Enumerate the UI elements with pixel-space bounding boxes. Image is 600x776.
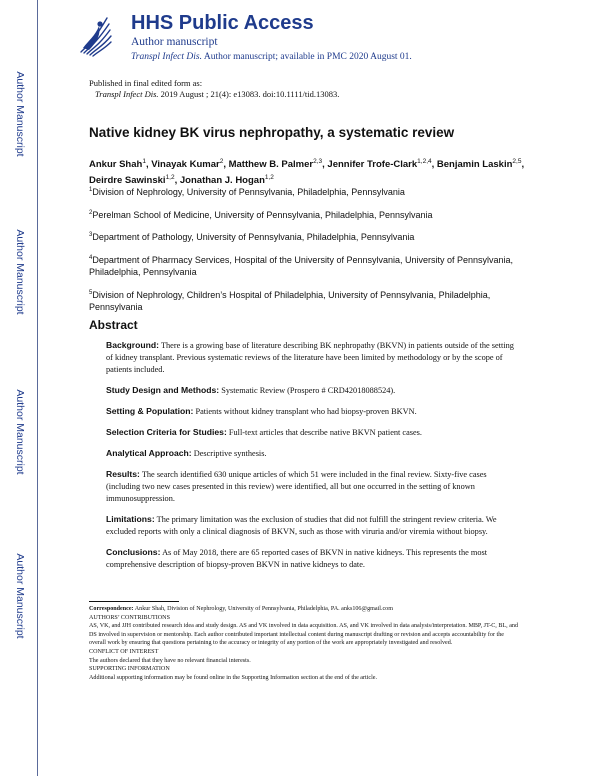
conflict-text: The authors declared that they have no relevant financial interests. xyxy=(89,657,251,664)
sidebar-label: Author Manuscript xyxy=(14,229,26,315)
hhs-eagle-logo-icon xyxy=(77,12,113,60)
published-details: 2019 August ; 21(4): e13083. doi:10.1111/tid.13083. xyxy=(158,88,340,99)
abstract-body xyxy=(106,339,516,579)
author-affil: 1,2 xyxy=(264,174,274,182)
author-affil: 1,2 xyxy=(165,174,175,182)
published-label: Published in final edited form as: xyxy=(89,78,203,88)
abstract-section-limitations: Limitations: The primary limitation was the exclusion of studies that did not fulfill the stringent review criteria. We excluded reports with only a clinical diagnosis of BKVN, such as those with viruria and/or viremia without biopsy. xyxy=(106,514,497,536)
contributions-text: AS, VK, and JJH contributed research idea and study design. AS and VK involved in data acquisition. AS, and VK involved in data analysis/interpretation. MBP, JT-C, BL, and DS involved in supervision or mentorship. Each author contributed important intellectual content during manuscript drafting or revision and accepts accountability for the overall work by ensuring that questions pertaining to the accuracy or integrity of any portion of the work are appropriately investigated and resolved. xyxy=(89,623,518,647)
availability-text: Author manuscript; available in PMC 2020 August 01. xyxy=(202,52,412,62)
affiliation: $^4$Department of Pharmacy Services, Hospital of the University of Pennsylvania, University of Pennsylvania, Philadelphia, Pennsylvania xyxy=(89,254,514,277)
affiliation: $^2$Perelman School of Medicine, University of Pennsylvania, Philadelphia, Pennsylvania xyxy=(89,209,433,220)
abstract-section-setting: Setting & Population: Patients without kidney transplant who had biopsy-proven BKVN. xyxy=(106,406,417,416)
conflict-heading: CONFLICT OF INTEREST xyxy=(89,648,159,655)
footnotes xyxy=(89,605,519,682)
manuscript-label: Author manuscript xyxy=(131,36,218,48)
sidebar-label: Author Manuscript xyxy=(14,553,26,639)
author-affil: 1,2,4 xyxy=(417,158,432,165)
abstract-heading: Abstract xyxy=(89,318,138,332)
supporting-text: Additional supporting information may be found online in the Supporting Information section at the end of the article. xyxy=(89,674,378,681)
published-citation xyxy=(89,78,339,99)
correspondence: Correspondence: Ankur Shah, Division of Nephrology, University of Pennsylvania, Philadelphia, PA. anks106@gmail.com xyxy=(89,606,393,612)
author-affil: 1 xyxy=(142,158,146,165)
published-journal: Transpl Infect Dis. xyxy=(95,88,159,99)
hhs-title: HHS Public Access xyxy=(131,12,314,34)
hhs-header xyxy=(77,12,577,72)
abstract-section-results: Results: The search identified 630 unique articles of which 51 were included in the final review. Sixty-five cases (including two new cases presented in this review) were identified, all but one occurred in the setting of known immunosuppression. xyxy=(106,469,487,503)
contributions-heading: AUTHORS’ CONTRIBUTIONS xyxy=(89,614,170,621)
author-affil: 2 xyxy=(219,158,224,165)
affiliation: $^5$Division of Nephrology, Children’s Hospital of Philadelphia, University of Pennsylvania, Philadelphia, Pennsylvania xyxy=(89,289,491,312)
author-name: Jennifer Trofe-Clark xyxy=(327,159,418,171)
availability-citation xyxy=(131,51,412,64)
abstract-section-selection: Selection Criteria for Studies: Full-text articles that describe native BKVN patient cases. xyxy=(106,427,422,437)
abstract-section-study-design: Study Design and Methods: Systematic Review (Prospero # CRD42018088524). xyxy=(106,385,396,395)
author-name: Deirdre Sawinski xyxy=(89,175,166,187)
affiliation: $^3$Department of Pathology, University of Pennsylvania, Philadelphia, Pennsylvania xyxy=(89,232,415,242)
sidebar-label: Author Manuscript xyxy=(14,389,26,475)
sidebar-divider xyxy=(37,0,38,776)
abstract-section-analytical: Analytical Approach: Descriptive synthesis. xyxy=(106,448,267,458)
article-title: Native kidney BK virus nephropathy, a systematic review xyxy=(89,125,455,140)
journal-name: Transpl Infect Dis. xyxy=(131,52,202,62)
author-name: Ankur Shah xyxy=(89,159,143,171)
author-affil: 2,5 xyxy=(512,158,522,165)
affiliation: $^1$Division of Nephrology, University of Pennsylvania, Philadelphia, Pennsylvania xyxy=(89,187,405,197)
author-name: Matthew B. Palmer xyxy=(228,159,314,171)
author-name: Benjamin Laskin xyxy=(436,159,513,171)
sidebar-label: Author Manuscript xyxy=(14,71,26,157)
affiliation-list xyxy=(89,184,529,322)
supporting-heading: SUPPORTING INFORMATION xyxy=(89,666,170,673)
author-list: Ankur Shah$^1$, Vinayak Kumar$^2$, Matthew B. Palmer$^{2,3}$, Jennifer Trofe-Clark$^{1,2,4}$, Benjamin Laskin$^{2,5}$, Deirdre Sawinski$^{1,2}$, Jonathan J. Hogan$^{1,2}$ xyxy=(89,158,525,187)
author-name: Vinayak Kumar xyxy=(151,159,220,171)
author-manuscript-sidebar xyxy=(0,0,40,776)
author-affil: 2,3 xyxy=(313,158,323,165)
abstract-section-background: Background: There is a growing base of literature describing BK nephropathy (BKVN) in patients outside of the setting of kidney transplant. Previous systematic reviews of the literature have been limited by methodology or by the scope of patients included. xyxy=(106,340,514,374)
author-name: Jonathan J. Hogan xyxy=(179,175,265,187)
footnote-divider xyxy=(89,601,179,602)
abstract-section-conclusions: Conclusions: As of May 2018, there are 65 reported cases of BKVN in native kidneys. This represents the most comprehensive description of biopsy-proven BKVN in native kidneys to date. xyxy=(106,547,488,569)
